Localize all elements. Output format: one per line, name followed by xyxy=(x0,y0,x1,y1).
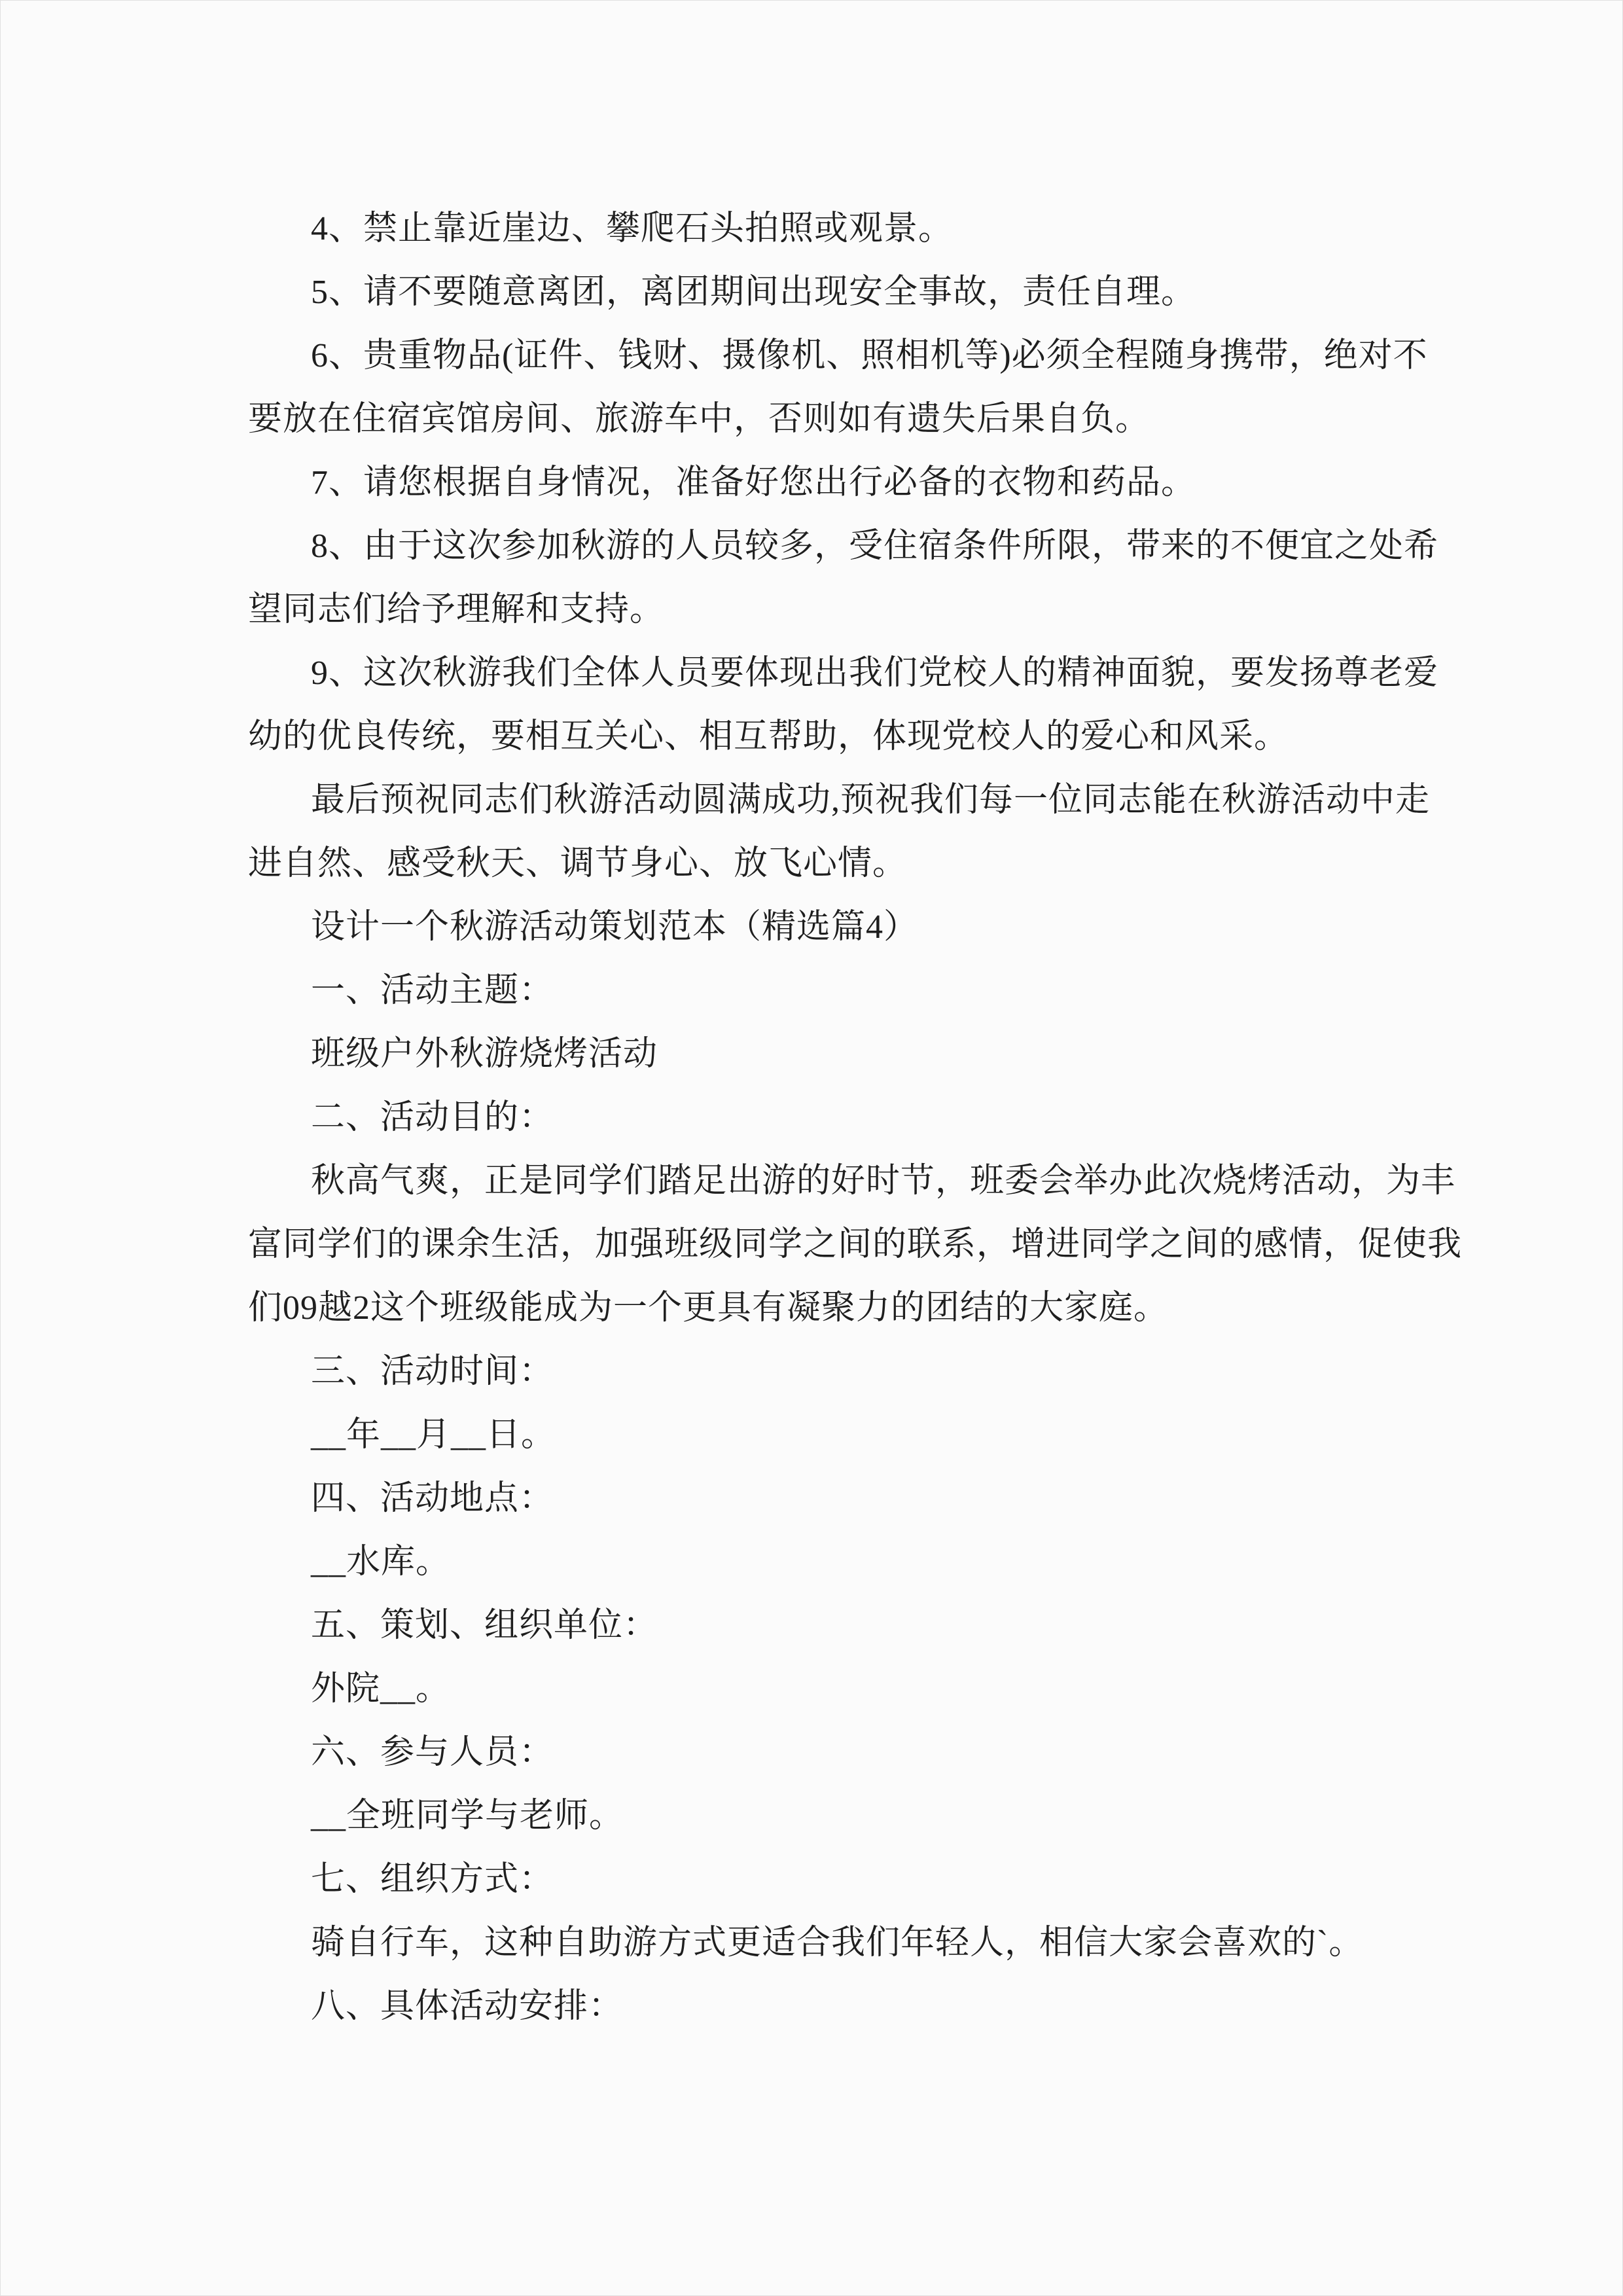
text-line: 望同志们给予理解和支持。 xyxy=(248,591,665,628)
text-line: 6、贵重物品(证件、钱财、摄像机、照相机等)必须全程随身携带，绝对不 xyxy=(311,337,1428,374)
text-line: 四、活动地点： xyxy=(311,1480,554,1517)
text-line: 7、请您根据自身情况，准备好您出行必备的衣物和药品。 xyxy=(311,464,1196,501)
text-line: __水库。 xyxy=(311,1543,451,1581)
text-line: __全班同学与老师。 xyxy=(311,1797,624,1835)
text-line: 二、活动目的： xyxy=(311,1099,554,1136)
text-line: 9、这次秋游我们全体人员要体现出我们党校人的精神面貌，要发扬尊老爱 xyxy=(311,655,1439,692)
text-line: 班级户外秋游烧烤活动 xyxy=(311,1035,658,1073)
text-line: __年__月__日。 xyxy=(311,1416,556,1454)
text-line: 幼的优良传统，要相互关心、相互帮助，体现党校人的爱心和风采。 xyxy=(248,718,1289,755)
text-line: 最后预祝同志们秋游活动圆满成功,预祝我们每一位同志能在秋游活动中走 xyxy=(311,781,1431,819)
text-line: 六、参与人员： xyxy=(311,1734,554,1771)
text-line: 进自然、感受秋天、调节身心、放飞心情。 xyxy=(248,845,908,882)
text-line: 设计一个秋游活动策划范本（精选篇4） xyxy=(311,908,919,946)
document-text-body xyxy=(248,197,1463,2038)
text-line: 一、活动主题： xyxy=(311,972,554,1009)
text-line: 七、组织方式： xyxy=(311,1861,554,1898)
text-line: 八、具体活动安排： xyxy=(311,1988,624,2025)
text-line: 秋高气爽，正是同学们踏足出游的好时节，班委会举办此次烧烤活动，为丰 xyxy=(311,1162,1456,1200)
text-line: 骑自行车，这种自助游方式更适合我们年轻人，相信大家会喜欢的`。 xyxy=(311,1924,1364,1962)
text-line: 8、由于这次参加秋游的人员较多，受住宿条件所限，带来的不便宜之处希 xyxy=(311,528,1439,565)
text-line: 要放在住宿宾馆房间、旅游车中，否则如有遗失后果自负。 xyxy=(248,401,1150,438)
text-line: 4、禁止靠近崖边、攀爬石头拍照或观景。 xyxy=(311,210,954,247)
text-line: 5、请不要随意离团，离团期间出现安全事故，责任自理。 xyxy=(311,274,1196,311)
text-line: 们09越2这个班级能成为一个更具有凝聚力的团结的大家庭。 xyxy=(248,1289,1169,1327)
text-line: 三、活动时间： xyxy=(311,1353,554,1390)
text-line: 富同学们的课余生活，加强班级同学之间的联系，增进同学之间的感情，促使我 xyxy=(248,1226,1463,1263)
text-line: 外院__。 xyxy=(311,1670,451,1708)
text-line: 五、策划、组织单位： xyxy=(311,1607,658,1644)
